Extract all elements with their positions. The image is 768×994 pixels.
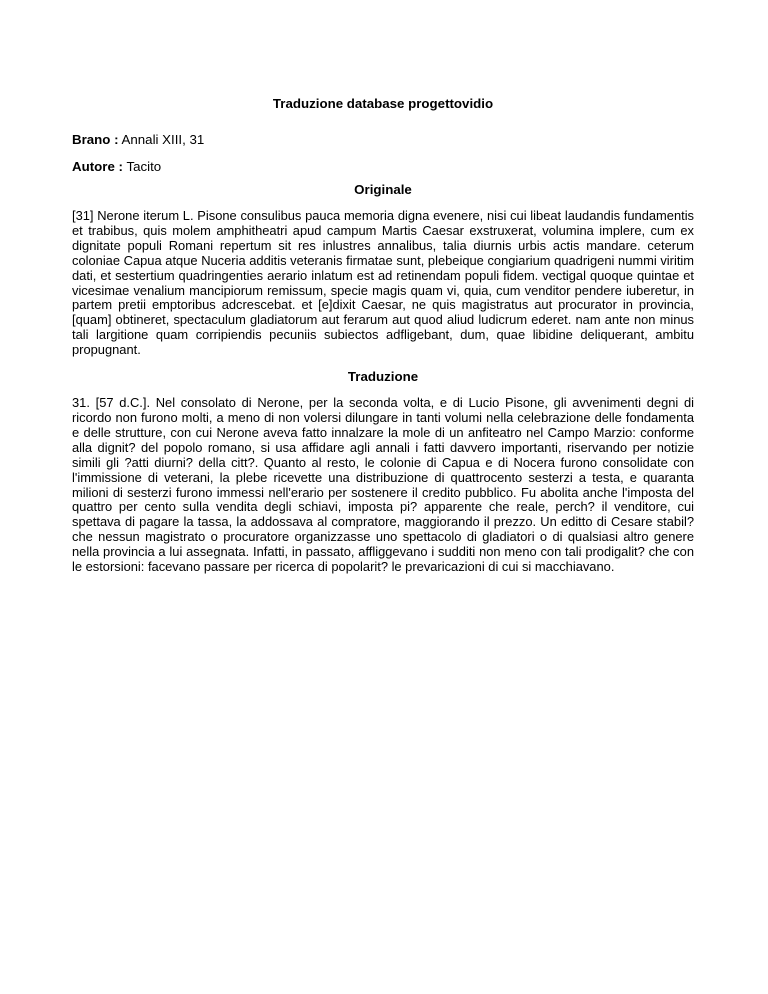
originale-text: [31] Nerone iterum L. Pisone consulibus pauca memoria digna evenere, nisi cui libeat laudandis fundamentis et trabibus, quis molem amphitheatri apud campum Martis Caesar exstruxerat, volumina implere, cum ex dignitate populi Romani repertum sit res inlustres annalibus, talia diurnis urbis actis mandare. ceterum coloniae Capua atque Nuceria additis veteranis firmatae sunt, plebeique congiarium quadrigeni nummi viritim dati, et sestertium quadringenties aerario inlatum est ad retinendam populi fidem. vectigal quoque quintae et vicesimae venalium mancipiorum remissum, specie magis quam vi, quia, cum venditor pendere iuberetur, in partem pretii emptoribus adcrescebat. et [e]dixit Caesar, ne quis magistratus aut procurator in provincia, [quam] obtineret, spectaculum gladiatorum aut ferarum aut quod aliud ludicrum ederet. nam ante non minus tali largitione quam corripiendis pecuniis subiectos adfligebant, dum, quae libidine deliquerant, ambitu propugnant.: [72, 208, 694, 358]
originale-heading: Originale: [354, 182, 412, 197]
document-title: Traduzione database progettovidio: [272, 96, 494, 111]
document-page: [72, 96, 694, 586]
traduzione-text: 31. [57 d.C.]. Nel consolato di Nerone, per la seconda volta, e di Lucio Pisone, gli avvenimenti degni di ricordo non furono molti, a meno di non volersi dilungare in tanti volumi nella celebrazione delle fondamenta e delle strutture, con cui Nerone aveva fatto innalzare la mole di un anfiteatro nel Campo Marzio: conforme alla dignit? del popolo romano, si usa affidare agli annali i fatti davvero importanti, riservando per notizie simili gli ?atti diurni? della citt?. Quanto al resto, le colonie di Capua e di Nocera furono consolidate con l'immissione di veterani, la plebe ricevette una distribuzione di quattrocento sesterzi a testa, e quaranta milioni di sesterzi furono immessi nell'erario per sostenere il credito pubblico. Fu abolita anche l'imposta del quattro per cento sulla vendita degli schiavi, imposta pi? apparente che reale, perch? il venditore, cui spettava di pagare la tassa, la addossava al compratore, maggiorando il prezzo. Un editto di Cesare stabil? che nessun magistrato o procuratore organizzasse uno spettacolo di gladiatori o di qualsiasi altro genere nella provincia a lui assegnata. Infatti, in passato, affliggevano i sudditi non meno con tali prodigalit? che con le estorsioni: facevano passare per ricerca di popolarit? le prevaricazioni di cui si macchiavano.: [72, 395, 694, 575]
autore-label: Autore :: [72, 159, 123, 174]
brano-label: Brano :: [72, 132, 119, 147]
brano-value: Annali XIII, 31: [121, 132, 205, 147]
autore-value: Tacito: [126, 159, 162, 174]
traduzione-heading: Traduzione: [347, 369, 419, 385]
autore-line: [72, 159, 694, 175]
brano-line: [72, 132, 694, 148]
